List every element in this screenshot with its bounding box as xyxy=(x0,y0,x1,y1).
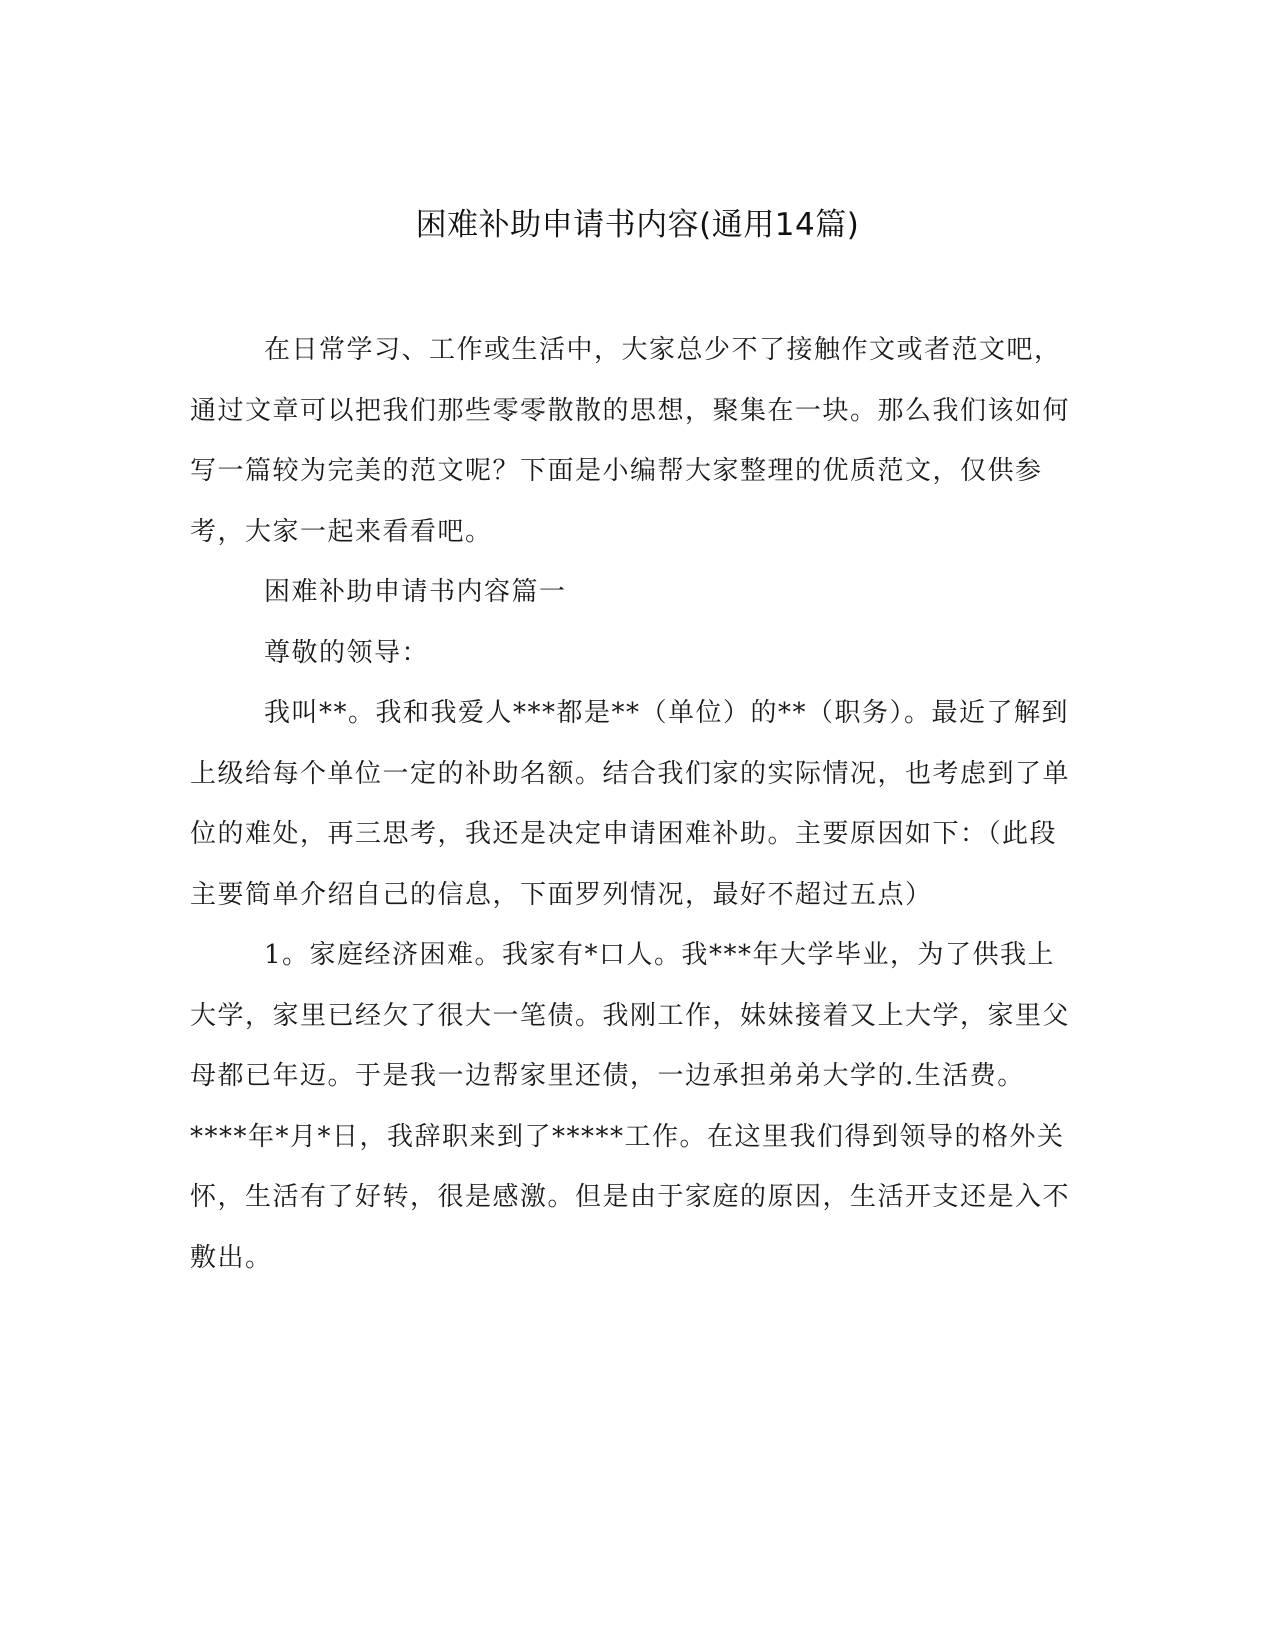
document-title: 困难补助申请书内容(通用14篇) xyxy=(415,207,860,243)
body-paragraph: 我叫**。我和我爱人***都是**（单位）的**（职务）。最近了解到上级给每个单位一定的补助名额。结合我们家的实际情况，也考虑到了单位的难处，再三思考，我还是决定申请困难补助。主要原因如下：（此段主要简单介绍自己的信息，下面罗列情况，最好不超过五点） xyxy=(190,698,1071,910)
section-heading: 困难补助申请书内容篇一 xyxy=(264,577,567,607)
intro-paragraph: 在日常学习、工作或生活中，大家总少不了接触作文或者范文吧，通过文章可以把我们那些零零散散的思想，聚集在一块。那么我们该如何写一篇较为完美的范文呢？下面是小编帮大家整理的优质范文，仅供参考，大家一起来看看吧。 xyxy=(190,335,1071,547)
salutation: 尊敬的领导： xyxy=(264,637,430,668)
body-paragraph: 1。家庭经济困难。我家有*口人。我***年大学毕业，为了供我上大学，家里已经欠了很大一笔债。我刚工作，妹妹接着又上大学，家里父母都已年迈。于是我一边帮家里还债，一边承担弟弟大学的.生活费。****年*月*日，我辞职来到了*****工作。在这里我们得到领导的格外关怀，生活有了好转，很是感激。但是由于家庭的原因，生活开支还是入不敷出。 xyxy=(190,940,1071,1273)
document-body xyxy=(190,320,1070,1288)
